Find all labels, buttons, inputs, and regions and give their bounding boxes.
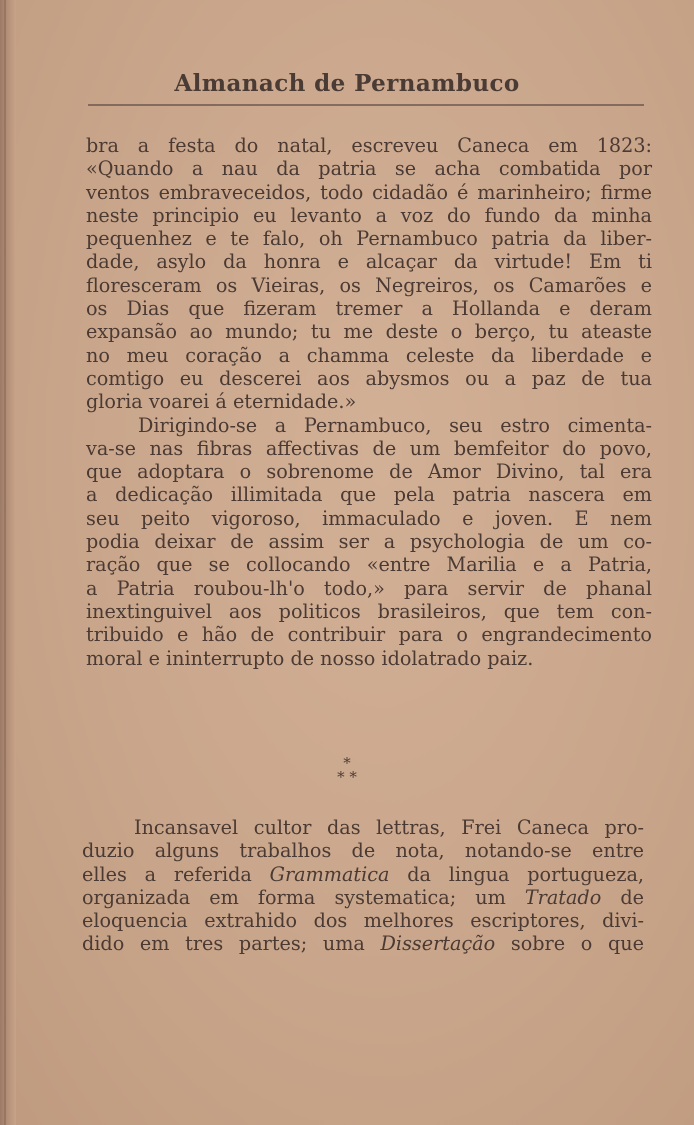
text-line: bra a festa do natal, escreveu Caneca em 1823:: [86, 134, 652, 157]
text-line: gloria voarei á eternidade.»: [86, 390, 357, 414]
text-line: dade, asylo da honra e alcaçar da virtude! Em ti: [86, 250, 652, 274]
text-line: expansão ao mundo; tu me deste o berço, tu ateaste: [86, 320, 652, 344]
text-line: [82, 886, 644, 909]
text-line: no meu coração a chamma celeste da liberdade e: [86, 343, 652, 367]
text-line: que adoptara o sobrenome de Amor Divino, tal era: [86, 460, 652, 484]
text-line: floresceram os Vieiras, os Negreiros, os Camarões e: [86, 273, 652, 297]
text-run: de: [601, 885, 644, 909]
italic-title-dissertacao: Dissertação: [380, 932, 496, 956]
text-line: seu peito vigoroso, immaculado e joven. E nem: [86, 506, 652, 530]
running-header: Almanach de Pernambuco: [174, 70, 520, 97]
text-line: ração que se collocando «entre Marilia e a Patria,: [86, 553, 652, 577]
text-line: «Quando a nau da patria se acha combatida por: [86, 157, 652, 181]
text-run: dido em tres partes; uma: [82, 932, 381, 956]
text-line: pequenhez e te falo, oh Pernambuco patria da liber-: [86, 227, 652, 251]
paragraph-quote: [86, 134, 652, 414]
text-line: [82, 863, 644, 886]
italic-title-grammatica: Grammatica: [269, 862, 390, 886]
text-line: Incansavel cultor das lettras, Frei Caneca pro-: [134, 816, 644, 839]
text-line: a Patria roubou-lh'o todo,» para servir de phanal: [86, 576, 652, 600]
text-line: podia deixar de assim ser a psychologia de um co-: [86, 530, 652, 554]
text-run: organizada em forma systematica; um: [82, 885, 525, 909]
text-line: Dirigindo-se a Pernambuco, seu estro cimenta-: [138, 413, 652, 437]
separator-star-top: *: [343, 754, 351, 772]
text-run: elles a referida: [82, 862, 270, 886]
text-line: duzio alguns trabalhos de nota, notando-se entre: [82, 839, 644, 863]
header-rule: [88, 104, 644, 106]
text-line: a dedicação illimitada que pela patria nascera em: [86, 483, 652, 507]
text-run: da lingua portugueza,: [389, 862, 644, 886]
section-separator: [0, 756, 694, 784]
text-block-2: [82, 816, 644, 956]
text-line: comtigo eu descerei aos abysmos ou a paz de tua: [86, 366, 652, 390]
separator-stars-bottom: * *: [337, 768, 357, 786]
text-line: moral e ininterrupto de nosso idolatrado paiz.: [86, 646, 534, 670]
text-line: tribuido e hão de contribuir para o engrandecimento: [86, 623, 652, 647]
text-line: ventos embraveceidos, todo cidadão é marinheiro; firme: [86, 180, 652, 204]
text-line: inextinguivel aos politicos brasileiros, que tem con-: [86, 599, 652, 623]
spine-shadow-line: [4, 0, 6, 1125]
paragraph-dirigindo: [86, 414, 652, 670]
italic-title-tratado: Tratado: [524, 885, 602, 909]
text-line: va-se nas fibras affectivas de um bemfeitor do povo,: [86, 436, 652, 460]
text-line: [82, 932, 644, 955]
text-run: sobre o que: [495, 932, 644, 956]
page-spine-edge: [0, 0, 16, 1125]
text-line: neste principio eu levanto a voz do fundo da minha: [86, 203, 652, 227]
text-line: os Dias que fizeram tremer a Hollanda e deram: [86, 297, 652, 321]
text-block-1: [86, 134, 652, 670]
text-line: eloquencia extrahido dos melhores escriptores, divi-: [82, 909, 644, 933]
